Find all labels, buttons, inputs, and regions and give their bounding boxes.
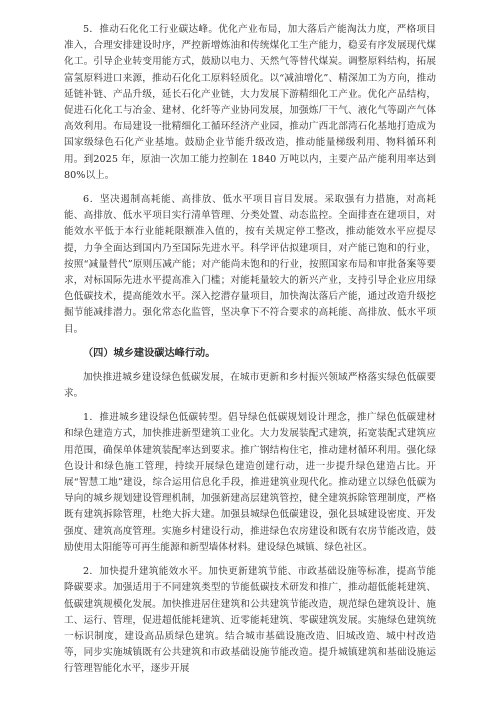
section-heading-urban-rural: （四）城乡建设碳达峰行动。 xyxy=(83,347,216,359)
paragraph-petrochemical: 5．推动石化化工行业碳达峰。优化产业布局，加大落后产能淘汰力度，严格项目准入，合理安排建设时序，严控新增炼油和传统煤化工生产能力，稳妥有序发展现代煤化工。引导企业转变用能方式，鼓励以电力、天然气等替代煤炭。调整原料结构，拓展富氢原料进口来源，推动石化化工原料轻质化。以“减油增化”、精深加工为方向，推动延链补链、产品升级，延长石化产业链，大力发展下游精细化工产业。优化产品结构，促进石化化工与冶金、建材、化纤等产业协同发展，加强炼厂干气、液化气等副产气体高效利用。布局建设一批精细化工循环经济产业园，推动广西北部湾石化基地打造成为国家级绿色石化产业基地。鼓励企业节能升级改造，推动能量梯级利用、物料循环利用。到2025 年，原油一次加工能力控制在 1840 万吨以内，主要产品产能利用率达到80%以上。 xyxy=(64,24,436,181)
paragraph-green-transition: 1．推进城乡建设绿色低碳转型。倡导绿色低碳规划设计理念，推广绿色低碳建材和绿色建造方式，加快推进新型建筑工业化。大力发展装配式建筑，拓宽装配式建筑应用范围，确保单体建筑装配率达到要求。推广钢结构住宅，推动建材循环利用。强化绿色设计和绿色施工管理，持续开展绿色建造创建行动，进一步提升绿色建造占比。开展“智慧工地”建设，综合运用信息化手段，推进建筑业现代化。推动建立以绿色低碳为导向的城乡规划建设管理机制，加强新建高层建筑管控，健全建筑拆除管理制度，严格既有建筑拆除管理，杜绝大拆大建。加强县城绿色低碳建设，强化县城建设密度、开发强度、建筑高度管理。实施乡村建设行动，推进绿色农房建设和既有农房节能改造，鼓励使用太阳能等可再生能源和新型墙体材料。建设绿色城镇、绿色社区。 xyxy=(64,412,436,553)
paragraph-building-efficiency: 2．加快提升建筑能效水平。加快更新建筑节能、市政基础设施等标准，提高节能降碳要求。加强适用于不同建筑类型的节能低碳技术研发和推广，推动超低能耗建筑、低碳建筑规模化发展。加快推进居住建筑和公共建筑节能改造，规范绿色建筑设计、施工、运行、管理，促进超低能耗建筑、近零能耗建筑、零碳建筑发展。实施绿色建筑统一标识制度，建设高品质绿色建筑。结合城市基础设施改造、旧城改造、城中村改造等，同步实施城镇既有公共建筑和市政基础设施节能改造。提升城镇建筑和基础设施运行管理智能化水平，逐步开展 xyxy=(64,566,436,675)
paragraph-high-energy-projects: 6．坚决遏制高耗能、高排放、低水平项目盲目发展。采取强有力措施，对高耗能、高排放、低水平项目实行清单管理、分类处置、动态监控。全面排查在建项目，对能效水平低于本行业能耗限额准入值的，按有关规定停工整改，推动能效水平应提尽提，力争全面达到国内乃至国际先进水平。科学评估拟建项目，对产能已饱和的行业，按照“减量替代”原则压减产能；对产能尚未饱和的行业，按照国家布局和审批备案等要求，对标国际先进水平提高准入门槛；对能耗量较大的新兴产业，支持引导企业应用绿色低碳技术，提高能效水平。深入挖潜存量项目，加快淘汰落后产能，通过改造升级挖掘节能减排潜力。强化常态化监管，坚决拿下不符合要求的高耗能、高排放、低水平项目。 xyxy=(64,194,436,335)
paragraph-intro: 加快推进城乡建设绿色低碳发展，在城市更新和乡村振兴领域严格落实绿色低碳要求。 xyxy=(64,371,436,400)
